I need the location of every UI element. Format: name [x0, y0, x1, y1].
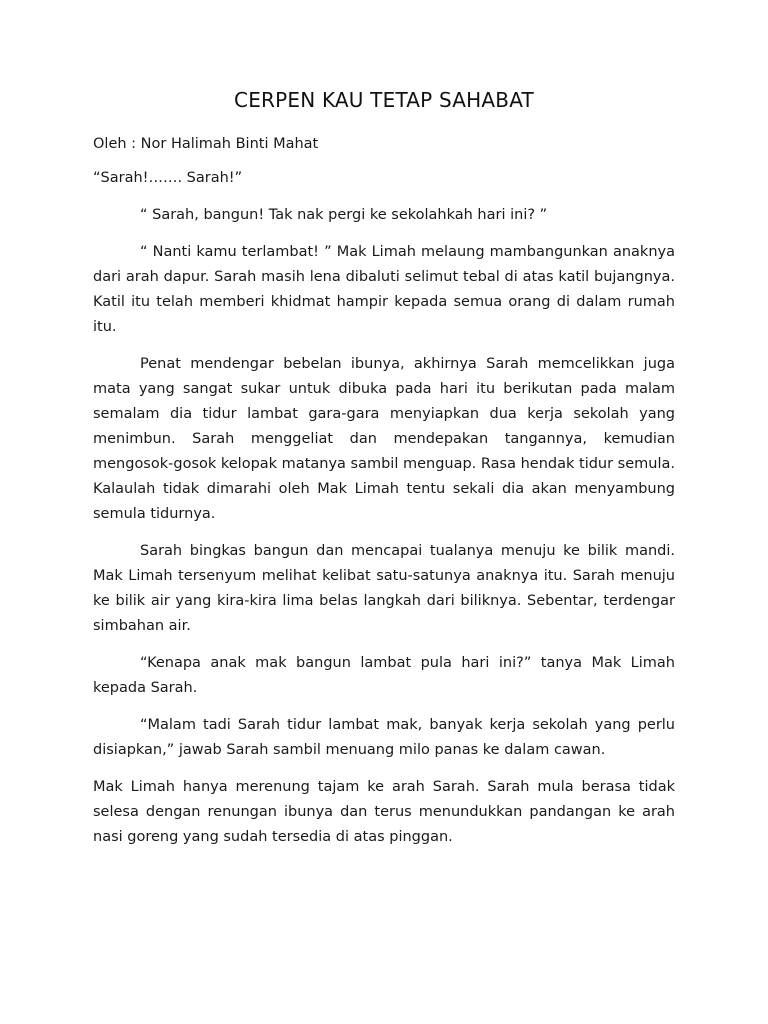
paragraph: “Malam tadi Sarah tidur lambat mak, banyak kerja sekolah yang perlu disiapkan,” jawab Sarah sambil menuang milo panas ke dalam cawan. [93, 717, 675, 758]
paragraph: “Kenapa anak mak bangun lambat pula hari ini?” tanya Mak Limah kepada Sarah. [93, 655, 675, 696]
paragraph: Mak Limah hanya merenung tajam ke arah Sarah. Sarah mula berasa tidak selesa dengan renungan ibunya dan terus menundukkan pandangan ke arah nasi goreng yang sudah tersedia di atas pinggan. [93, 779, 675, 845]
author-line: Oleh : Nor Halimah Binti Mahat [93, 136, 319, 152]
paragraph: Penat mendengar bebelan ibunya, akhirnya Sarah memcelikkan juga mata yang sangat sukar untuk dibuka pada hari itu berikutan pada malam semalam dia tidur lambat gara-gara menyiapkan dua kerja sekolah yang menimbun. Sarah menggeliat dan mendepakan tangannya, kemudian mengosok-gosok kelopak matanya sambil menguap. Rasa hendak tidur semula. Kalaulah tidak dimarahi oleh Mak Limah tentu sekali dia akan menyambung semula tidurnya. [93, 356, 675, 522]
document-page [93, 88, 675, 862]
paragraph: Sarah bingkas bangun dan mencapai tualanya menuju ke bilik mandi. Mak Limah tersenyum melihat kelibat satu-satunya anaknya itu. Sarah menuju ke bilik air yang kira-kira lima belas langkah dari biliknya. Sebentar, terdengar simbahan air. [93, 543, 675, 634]
document-title: CERPEN KAU TETAP SAHABAT [234, 88, 534, 112]
paragraph: “ Nanti kamu terlambat! ” Mak Limah melaung mambangunkan anaknya dari arah dapur. Sarah masih lena dibaluti selimut tebal di atas katil bujangnya. Katil itu telah memberi khidmat hampir kepada semua orang di dalam rumah itu. [93, 244, 675, 335]
paragraph: “ Sarah, bangun! Tak nak pergi ke sekolahkah hari ini? ” [140, 207, 548, 223]
paragraph: “Sarah!……. Sarah!” [93, 170, 243, 186]
